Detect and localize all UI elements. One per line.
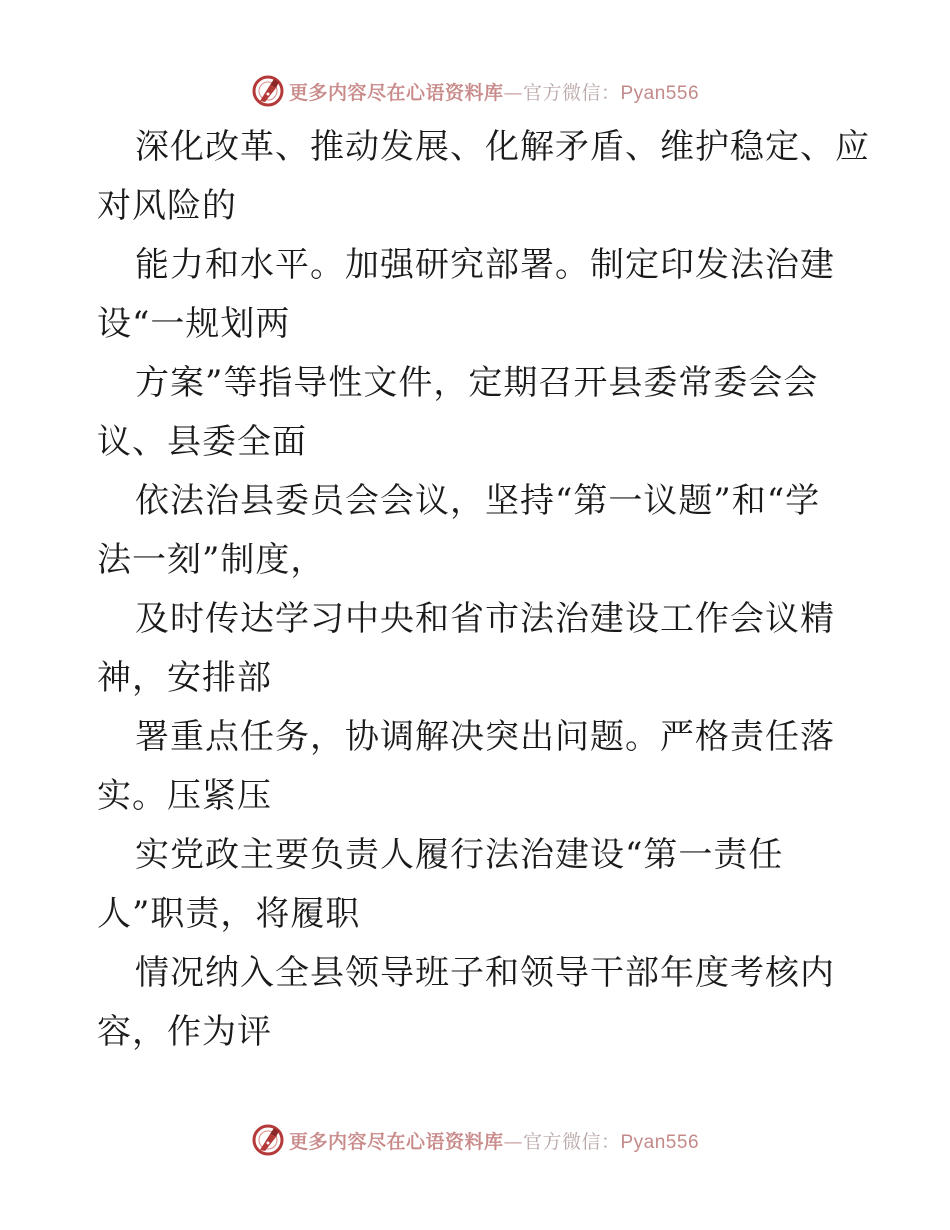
text-line: 方案”等指导性文件，定期召开县委常委会会 (135, 363, 819, 403)
text-line: 情况纳入全县领导班子和领导干部年度考核内 (135, 953, 835, 993)
banner-wechat-id: Pyan556 (620, 1131, 700, 1153)
text-line: 实党政主要负责人履行法治建设“第一责任 (135, 835, 784, 875)
text-line: 依法治县委员会会议，坚持“第一议题”和“学 (135, 481, 821, 521)
banner-main-text: 更多内容尽在心语资料库 (288, 81, 504, 104)
banner-wechat-label: 官方微信： (522, 81, 621, 104)
text-line: 实。压紧压 (97, 776, 272, 816)
text-line: 人”职责，将履职 (97, 894, 361, 934)
text-line: 深化改革、推动发展、化解矛盾、维护稳定、应 (135, 127, 870, 167)
text-line: 法一刻”制度， (97, 540, 326, 580)
pen-nib-logo-icon (251, 1123, 285, 1157)
pen-nib-logo-icon (251, 74, 285, 108)
banner-text (289, 1127, 699, 1154)
footer-banner (0, 1120, 950, 1160)
text-line: 神，安排部 (97, 658, 272, 698)
text-line: 议、县委全面 (97, 422, 307, 462)
banner-main-text: 更多内容尽在心语资料库 (288, 1130, 504, 1153)
banner-text (289, 78, 699, 105)
banner-separator: — (503, 81, 523, 104)
text-line: 及时传达学习中央和省市法治建设工作会议精 (135, 599, 835, 639)
header-banner (0, 71, 950, 111)
banner-separator: — (503, 1130, 523, 1153)
text-line: 设“一规划两 (97, 304, 291, 344)
text-line: 容，作为评 (97, 1012, 272, 1052)
banner-wechat-label: 官方微信： (522, 1130, 621, 1153)
document-body (97, 118, 877, 1062)
text-line: 对风险的 (97, 186, 237, 226)
text-line: 署重点任务，协调解决突出问题。严格责任落 (135, 717, 835, 757)
text-line: 能力和水平。加强研究部署。制定印发法治建 (135, 245, 835, 285)
banner-wechat-id: Pyan556 (620, 82, 700, 104)
